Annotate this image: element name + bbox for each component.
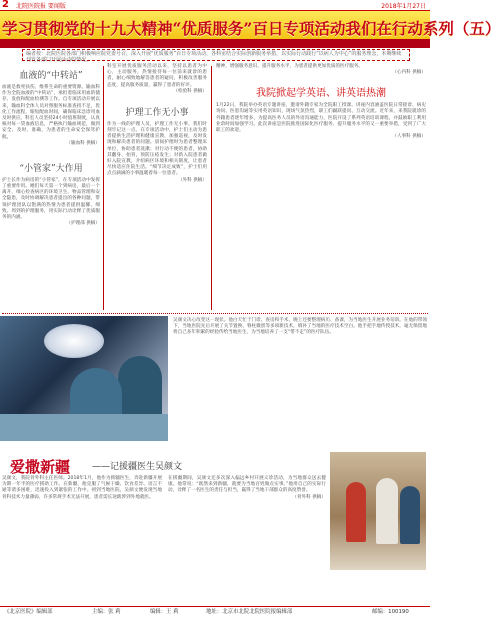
issue-date: 2018年1月27日 [381,3,426,10]
feature-column-top [173,318,427,450]
column-divider [103,66,104,310]
article-signature-steward: （护理部 供稿） [66,221,100,227]
article-signature-blood: （输血科 供稿） [66,140,100,146]
column-3 [216,64,426,312]
article-body-lab: 科室开展优质服务活动以来，坚持以患者为中心，主动服务，热情接待每一位前来就诊的患者，耐心细致地解答患者的疑问，积极改善服务态度，提高服务质量，赢得了患者的好评。 [107,64,207,88]
feature-body-mid: 吴颜文决心改变这一现状。他白天忙于门诊、查房和手术，晚上还要整理病历、备课，为当地医生开展业务培训。在他的带领下，当地医院先后开展了关节置换、脊柱微创等多项新技术，填补了当地的医疗技术空白。他手把手地传授技术，毫无保留地将自己多年积累的经验传给当地医生，为当地培养了一支“带不走”的医疗队伍。 [173,318,427,336]
editor-note: 编者按：北院医院各部门积极响应院党委号召，深入开展“优质服务”百日专项活动，各科室结合实际创新服务举措，以实际行动践行“以病人为中心”的服务理念，本期继续刊发各部门开展活动的情况。 [22,49,410,61]
banner-title: 学习贯彻党的十九大精神“优质服务”百日专项活动我们在行动系列（五） [2,19,500,38]
article-body-nursing: 作为一线的护理人员，护理工作无小事，我们时刻牢记这一点。在专项活动中，护士们主动为患者提供生活护理和健康宣教，加强巡视，及时发现和解决患者的问题。晨间护理时为患者整理床单位，协助患者洗漱；对行动不便的患者，协助其翻身、拍背，预防压疮发生；对新入院患者做好入院宣教，介绍病区环境和相关制度，让患者尽快适应住院生活。“细节决定成败”，护士们用点点滴滴的小事温暖着每一位患者。 [107,121,207,177]
section-label: 北院医院报 要闻版 [16,3,66,10]
banner-stripe [0,39,430,48]
column-divider [211,66,212,310]
feature-signature: （骨外科 供稿） [292,494,326,500]
footer-bar [0,606,430,618]
footer-paper: 《北京医院》编辑部 [4,609,53,615]
article-signature-cardio: （心内科 供稿） [392,70,426,76]
person-figure [400,486,420,544]
column-2 [107,64,207,312]
article-body-cardio: 精神，增强服务意识，提升服务水平，为患者提供更加优质的医疗服务。 [216,64,364,69]
article-signature-nursing: （外科 供稿） [177,177,207,183]
article-signature-english: （人事科 供稿） [392,134,426,140]
feature-body-left: 吴颜文，我院骨外科主任医师。2018年1月，他作为援疆医生，奔赴新疆开展为期一年半的医疗援助工作。在新疆，他克服了气候干燥、饮食差异、语言不通等诸多困难，迅速投入到紧张的工作中。初到当地医院，吴颜文便发现当地骨科技术力量薄弱，许多常规手术无法开展，患者需长途跋涉到外地就医。 [2,476,162,500]
footer-editor: 主编：张 莉 [92,609,121,615]
feature-subtitle: ——记援疆医生吴颜文 [92,462,183,472]
footer-address: 地址：北京市北院北院医院报编辑部 [206,609,293,615]
article-body-blood: 血液是救死扶伤、维系生命的重要资源。输血科作为全院血液的“中转站”，承担着临床用血的储存、发放和配血检测等工作。自专项活动开展以来，输血科全体人员对照服务标准查找不足，优化工作流程，缩短配血时间，确保临床急诊用血及时供应。科室人员坚持24小时值班制度，认真核对每一袋血液信息，严格执行输血规范，做到安全、及时、准确，为患者的生命安全保驾护航。 [2,85,100,140]
article-title-nursing: 护理工作无小事 [125,107,189,118]
article-title-steward: “小管家”大作用 [19,163,83,174]
article-title-blood: 血液的“中转站” [19,71,83,81]
feature-body-right: 在援疆期间，吴颜文还多次深入偏远乡村开展义诊活动，为当地群众送去健康。他常说：“既然来到新疆，就要为当地百姓做点实事。”他用自己的实际行动，诠释了一名医生的责任与担当，赢得了当地干部群众的高度赞誉。 [168,476,326,494]
page-number: 2 [2,0,9,10]
column-1 [2,64,100,312]
feature-title: 爱撒新疆 [10,458,71,476]
section-divider [2,313,428,315]
surgery-photo [0,316,168,441]
article-title-english: 我院掀起学英语、讲英语热潮 [256,88,386,100]
operating-table-shape [0,414,168,441]
footer-editor2: 编辑：王 莉 [150,609,179,615]
feature-column-left [2,476,162,604]
person-figure [376,478,398,544]
headline-banner [0,11,500,48]
top-bar [0,0,430,11]
feature-column-right [168,476,326,604]
person-figure [346,482,366,542]
doctor-group-photo [330,452,426,570]
article-body-steward: 护士长作为病房的“小管家”，在专项活动中发挥了重要作用。她们每天第一个到病房，最后一个离开，细心检查病区的环境卫生、物品管理和安全隐患，及时协调解决患者提出的各种问题，带领护理团队以饱满的热情为患者提供温馨、细致、周到的护理服务，用实际行动诠释了优质服务的内涵。 [2,177,100,221]
footer-postcode: 邮编：100190 [372,609,409,615]
surgical-lamp-shape [44,324,104,358]
article-body-english: 1月22日，我院举办英语专题讲座，邀请外籍专家为全院职工授课。讲座内容涵盖医院日常接诊、病史询问、医患沟通等实用英语知识，现场气氛热烈，职工们踊跃提问、互动交流。近年来，来我院就诊的外籍患者逐年增多，为提高医务人员的外语沟通能力，医院开设了系列英语培训课程，并鼓励职工利用业余时间加强学习。此次讲座是医院推进国际化医疗服务、提升服务水平的又一重要举措，受到了广大职工的欢迎。 [216,103,426,134]
article-signature-lab: （检验科 供稿） [173,88,207,94]
